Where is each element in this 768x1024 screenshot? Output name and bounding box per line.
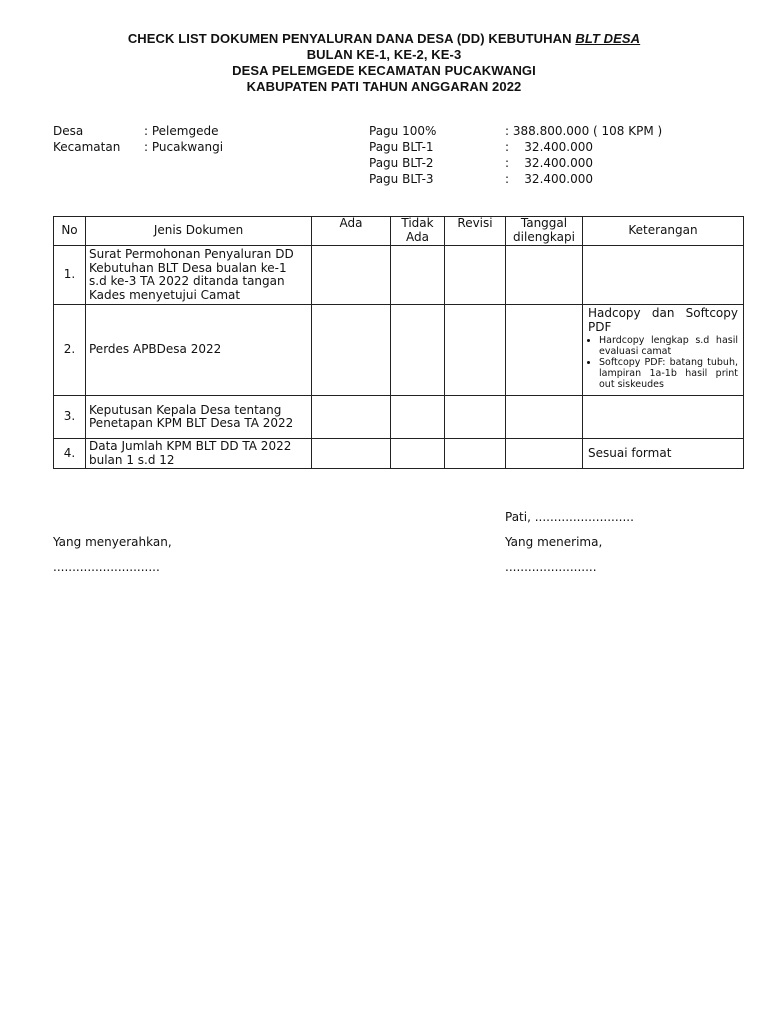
checkbox-tidak-ada[interactable] [391, 305, 445, 396]
document-name: Surat Permohonan Penyaluran DD Kebutuhan BLT Desa bualan ke-1 s.d ke-3 TA 2022 ditanda tangan Kades menyetujui Camat [86, 246, 312, 305]
checkbox-ada[interactable] [312, 439, 391, 469]
pagu-blt2-value: : 32.400.000 [505, 156, 594, 170]
receiver-label: Yang menerima, [505, 535, 603, 549]
pagu-blt1-label: Pagu BLT-1 [369, 140, 434, 154]
sender-signature-line: ............................ [53, 560, 160, 574]
title-line-3: DESA PELEMGEDE KECAMATAN PUCAKWANGI [232, 63, 536, 78]
note[interactable] [583, 305, 744, 396]
pagu-total-label: Pagu 100% [369, 124, 437, 138]
row-number: 1. [54, 246, 86, 305]
header-tidak-ada: Tidak Ada [391, 217, 445, 246]
table-row [54, 246, 744, 305]
header-tanggal: Tanggal dilengkapi [506, 217, 583, 246]
checkbox-tidak-ada[interactable] [391, 246, 445, 305]
note-list-item: • Softcopy PDF: batang tubuh, lampiran 1a-1b hasil print out siskeudes [599, 357, 738, 390]
note-heading: Hadcopy dan Softcopy PDF [588, 306, 738, 334]
checkbox-tidak-ada[interactable] [391, 396, 445, 439]
document-name: Data Jumlah KPM BLT DD TA 2022 bulan 1 s.d 12 [86, 439, 312, 469]
document-name: Perdes APBDesa 2022 [86, 305, 312, 396]
checkbox-tidak-ada[interactable] [391, 439, 445, 469]
pagu-blt3-label: Pagu BLT-3 [369, 172, 434, 186]
date-completed[interactable] [506, 246, 583, 305]
receiver-signature-line: ........................ [505, 560, 597, 574]
table-header-row [54, 217, 744, 246]
checklist-table [53, 216, 744, 469]
row-number: 3. [54, 396, 86, 439]
row-number: 4. [54, 439, 86, 469]
place-date: Pati, .......................... [505, 510, 634, 524]
pagu-total-value: : 388.800.000 ( 108 KPM ) [505, 124, 663, 138]
header-keterangan: Keterangan [583, 217, 744, 246]
table-row [54, 439, 744, 469]
header-no: No [54, 217, 86, 246]
checkbox-revisi[interactable] [445, 396, 506, 439]
checkbox-ada[interactable] [312, 396, 391, 439]
date-completed[interactable] [506, 439, 583, 469]
header-revisi: Revisi [445, 217, 506, 246]
note-list [588, 335, 738, 390]
header-ada: Ada [312, 217, 391, 246]
checkbox-ada[interactable] [312, 305, 391, 396]
pagu-blt1-value: : 32.400.000 [505, 140, 594, 154]
row-number: 2. [54, 305, 86, 396]
note-list-item: • Hardcopy lengkap s.d hasil evaluasi camat [599, 335, 738, 357]
title-line-1: CHECK LIST DOKUMEN PENYALURAN DANA DESA (DD) KEBUTUHAN [127, 31, 576, 46]
checkbox-revisi[interactable] [445, 305, 506, 396]
header-jenis-dokumen: Jenis Dokumen [86, 217, 312, 246]
checkbox-revisi[interactable] [445, 439, 506, 469]
title-emphasis: BLT DESA [575, 31, 641, 46]
desa-label: Desa [53, 124, 84, 138]
date-completed[interactable] [506, 305, 583, 396]
pagu-blt3-value: : 32.400.000 [505, 172, 594, 186]
checkbox-revisi[interactable] [445, 246, 506, 305]
document-title [0, 31, 768, 46]
note[interactable] [583, 396, 744, 439]
sender-label: Yang menyerahkan, [53, 535, 172, 549]
title-line-2: BULAN KE-1, KE-2, KE-3 [306, 47, 462, 62]
date-completed[interactable] [506, 396, 583, 439]
document-name: Keputusan Kepala Desa tentang Penetapan KPM BLT Desa TA 2022 [86, 396, 312, 439]
desa-value: : Pelemgede [144, 124, 219, 138]
table-row [54, 305, 744, 396]
checkbox-ada[interactable] [312, 246, 391, 305]
table-row [54, 396, 744, 439]
kecamatan-label: Kecamatan [53, 140, 121, 154]
kecamatan-value: : Pucakwangi [144, 140, 224, 154]
note[interactable] [583, 246, 744, 305]
pagu-blt2-label: Pagu BLT-2 [369, 156, 434, 170]
title-line-4: KABUPATEN PATI TAHUN ANGGARAN 2022 [246, 79, 522, 94]
note[interactable]: Sesuai format [583, 439, 744, 469]
